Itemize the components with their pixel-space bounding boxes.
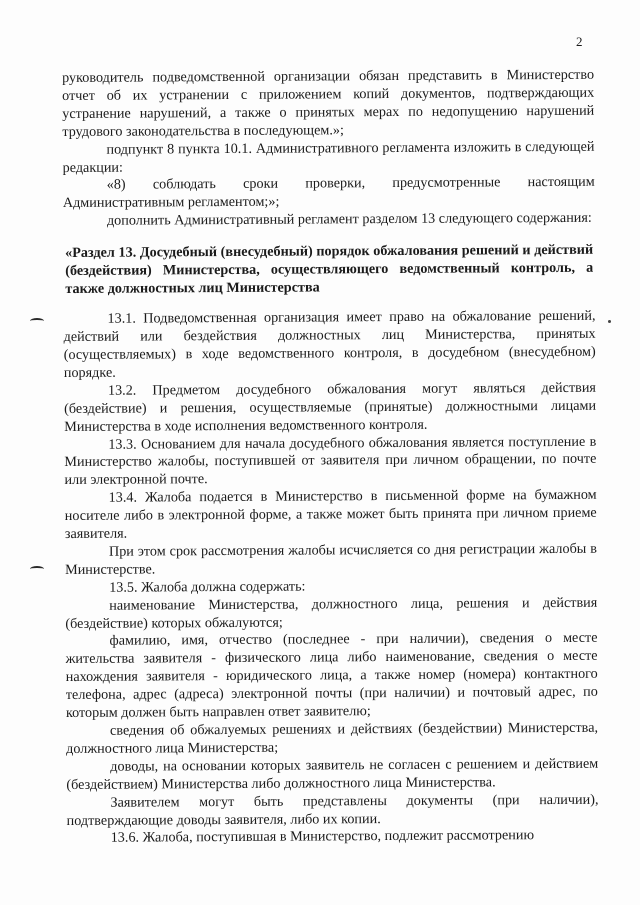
paragraph: подпункт 8 пункта 10.1. Административного регламента изложить в следующей редакции: xyxy=(62,138,595,176)
paragraph: сведения об обжалуемых решениях и действиях (бездействии) Министерства, должностного лица Министерства; xyxy=(66,719,599,757)
paragraph: руководитель подведомственной организации обязан представить в Министерство отчет об их устранении с приложением копий документов, подтверждающих устранение нарушений, а также о принятых мерах по недопущению нарушений трудового законодательства в последующем.»; xyxy=(62,66,595,140)
margin-dot xyxy=(608,320,611,323)
document-body xyxy=(62,67,599,849)
paragraph: 13.1. Подведомственная организация имеет право на обжалование решений, действий или бездействия должностных лиц Министерства, принятых (осуществляемых) в ходе ведомственного контроля, в досудебном (внесудебном) порядке. xyxy=(63,307,596,381)
paragraph: 13.5. Жалоба должна содержать: xyxy=(109,578,306,596)
page-number: 2 xyxy=(576,34,583,49)
paragraph: наименование Министерства, должностного лица, решения и действия (бездействие) которых обжалуются; xyxy=(65,594,598,632)
paragraph: фамилию, имя, отчество (последнее - при наличии), сведения о месте жительства заявителя - физического лица либо наименование, сведения о месте нахождения заявителя - юридического лица, а также номер (номера) контактного телефона, адрес (адреса) электронной почты (при наличии) и почтовый адрес, по которым должен быть направлен ответ заявителю; xyxy=(65,630,598,722)
paragraph: 13.2. Предметом досудебного обжалования могут являться действия (бездействие) и решения, осуществляемые (принятые) должностными лицами Министерства в ходе исполнения ведомственного контроля. xyxy=(64,379,597,435)
paragraph: 13.4. Жалоба подается в Министерство в письменной форме на бумажном носителе либо в электронной форме, а также может быть принята при личном приеме заявителя. xyxy=(64,486,597,543)
paragraph: «8) соблюдать сроки проверки, предусмотренные настоящим Административным регламентом;»; xyxy=(62,174,595,212)
section-heading: «Раздел 13. Досудебный (внесудебный) порядок обжалования решений и действий (бездействия) Министерства, осуществляющего ведомственный контроль, а также должностных лиц Министерства xyxy=(65,241,594,298)
margin-mark xyxy=(30,318,44,324)
paragraph: доводы, на основании которых заявитель не согласен с решением и действием (бездействием) Министерства либо должностного лица Министерства. xyxy=(66,755,599,793)
margin-mark xyxy=(30,566,44,572)
paragraph: 13.3. Основанием для начала досудебного обжалования является поступление в Министерство жалобы, поступившей от заявителя при личном обращении, по почте или электронной почте. xyxy=(64,433,597,489)
paragraph: 13.6. Жалоба, поступившая в Министерство, подлежит рассмотрению xyxy=(110,827,535,847)
paragraph: дополнить Административный регламент разделом 13 следующего содержания: xyxy=(106,210,592,229)
paragraph: При этом срок рассмотрения жалобы исчисляется со дня регистрации жалобы в Министерстве. xyxy=(65,540,597,578)
paragraph: Заявителем могут быть представлены документы (при наличии), подтверждающие доводы заявителя, либо их копии. xyxy=(66,791,599,829)
